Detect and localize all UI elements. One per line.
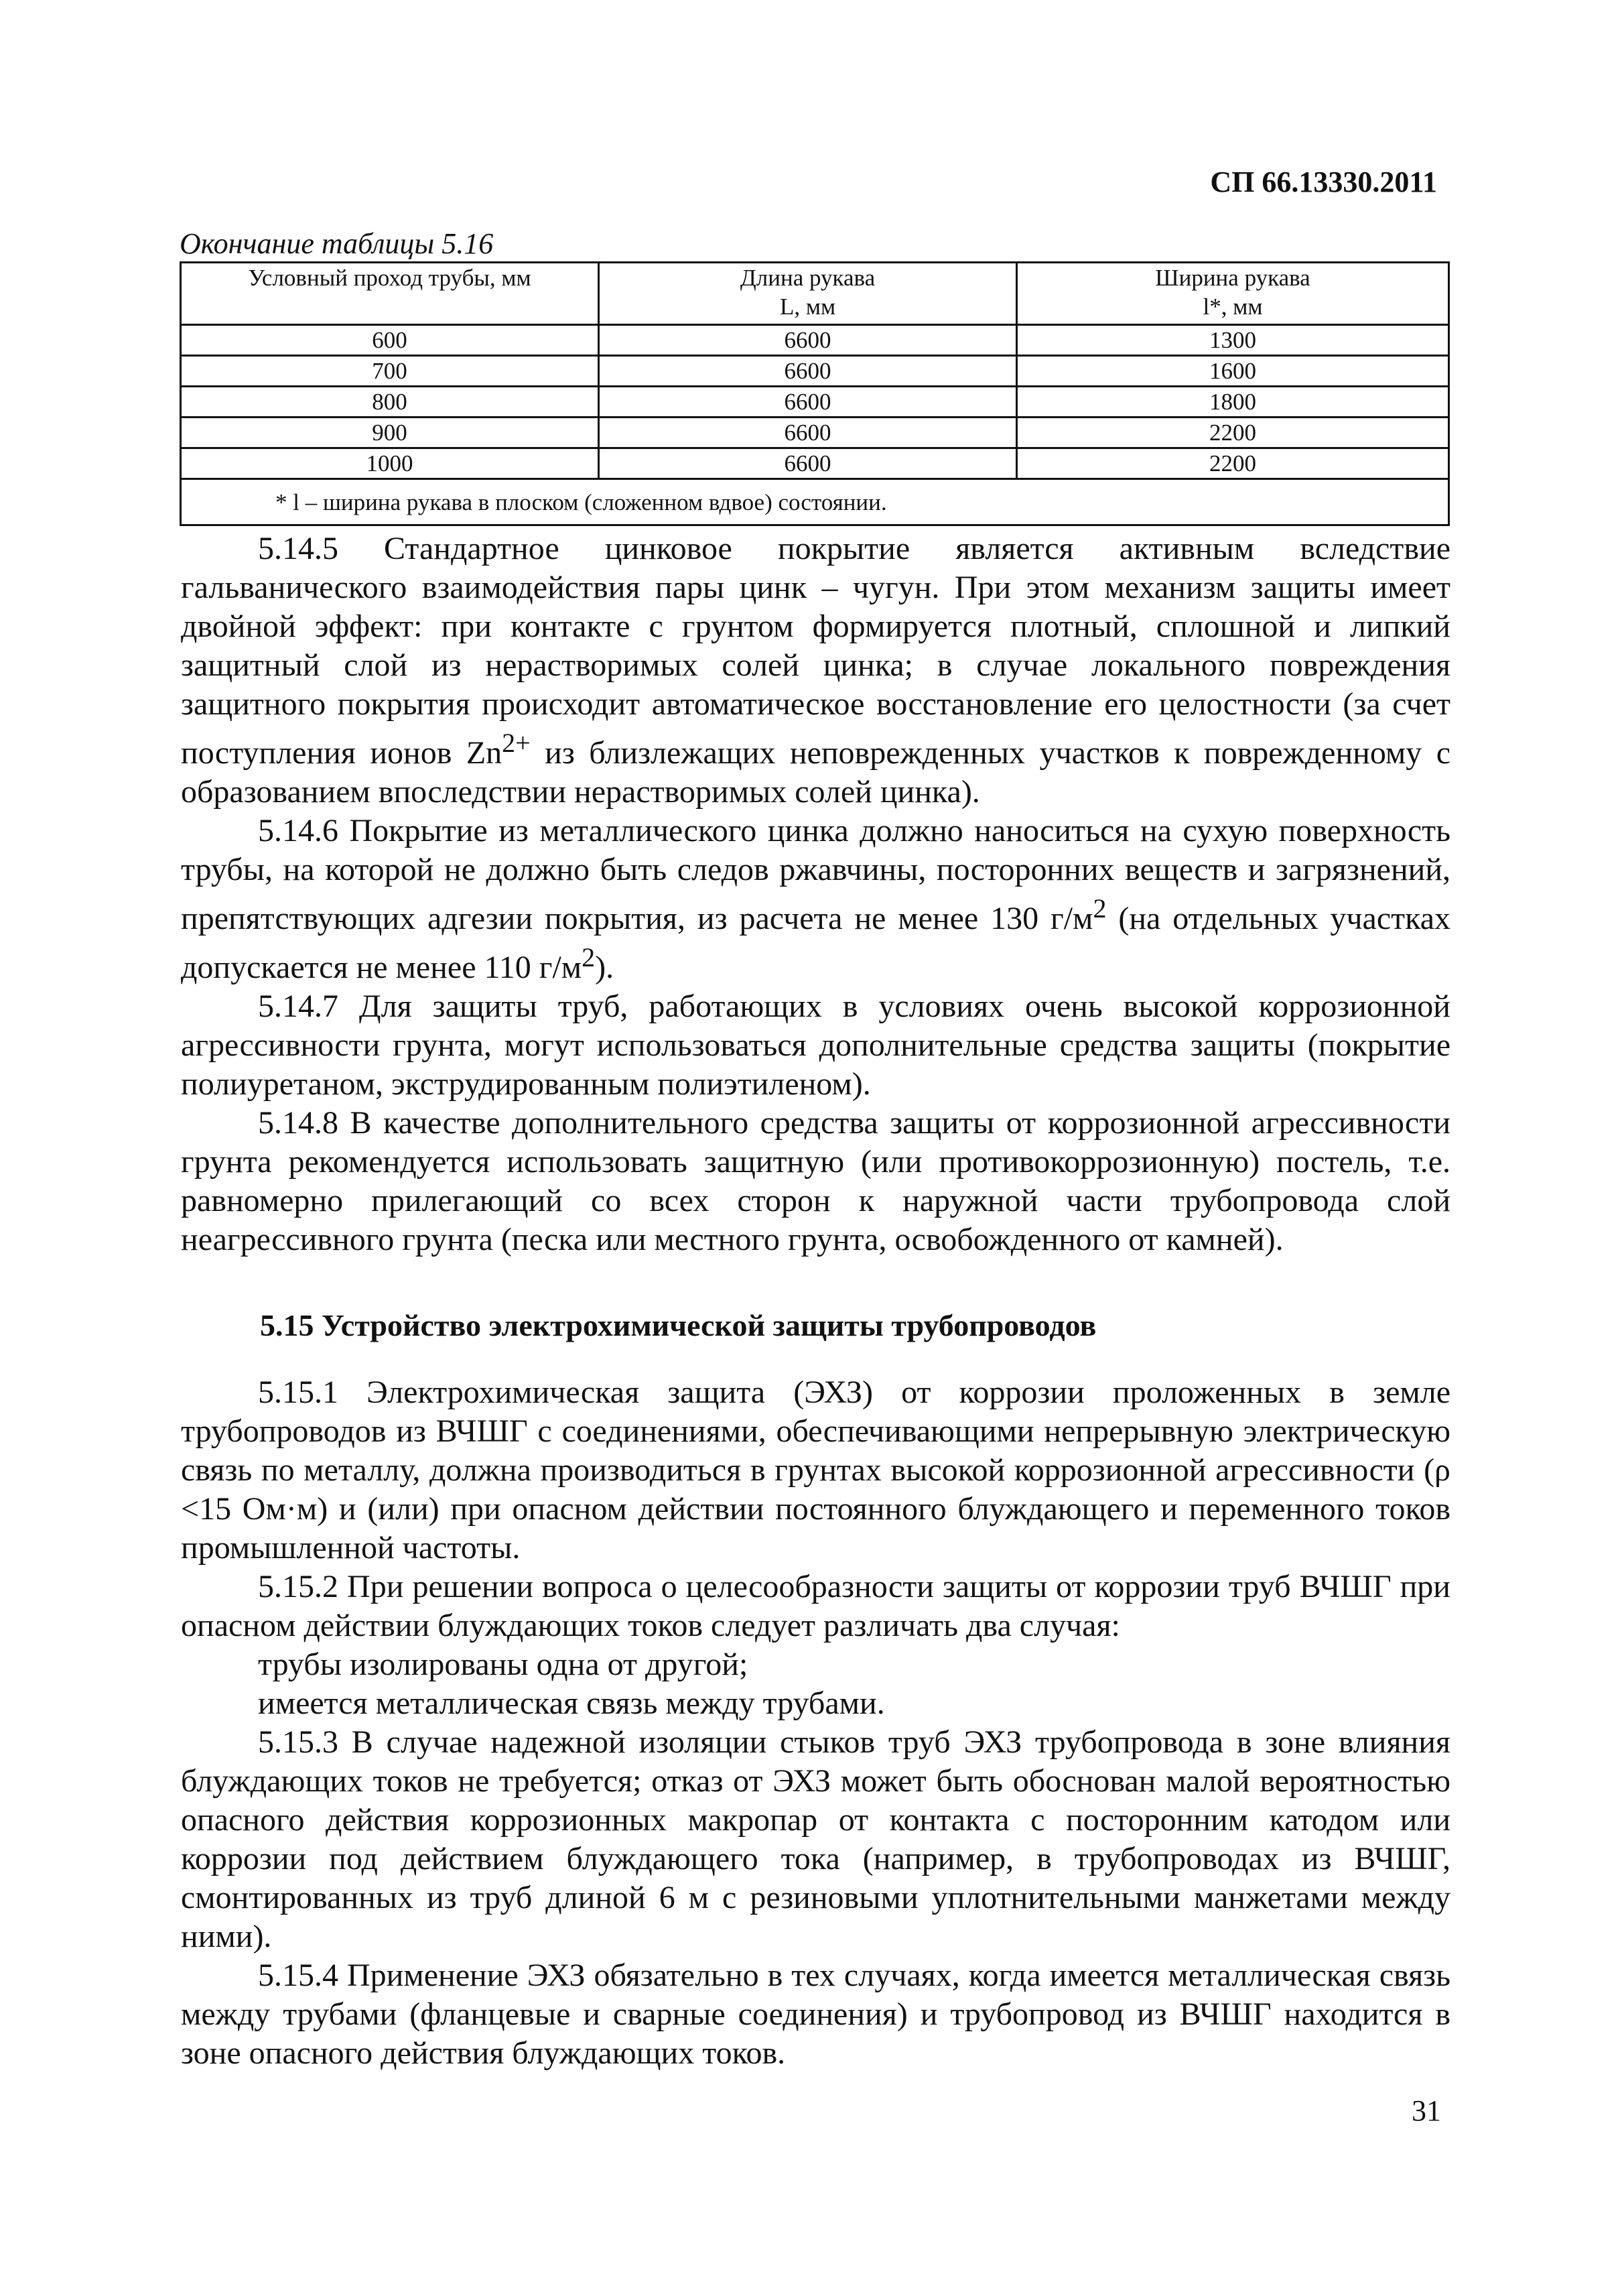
table-cell: 600 xyxy=(181,325,599,356)
paragraph-5-15-3: 5.15.3 В случае надежной изоляции стыков труб ЭХЗ трубопровода в зоне влияния блуждающих токов не требуется; отказ от ЭХЗ может быть обоснован малой вероятностью опасного действия коррозионных макропар от контакта с посторонним катодом или коррозии под действием блуждающего тока (например, в трубопроводах из ВЧШГ, смонтированных из труб длиной 6 м с резиновыми уплотнительными манжетами между ними). xyxy=(181,1724,1450,1954)
table-cell: 2200 xyxy=(1017,418,1449,448)
paragraph-5-15-2: 5.15.2 При решении вопроса о целесообразности защиты от коррозии труб ВЧШГ при опасном действии блуждающих токов следует различать два случая: xyxy=(181,1569,1450,1643)
table-row xyxy=(181,356,1449,387)
paragraph-5-15-4: 5.15.4 Применение ЭХЗ обязательно в тех случаях, когда имеется металлическая связь между трубами (фланцевые и сварные соединения) и трубопровод из ВЧШГ находится в зоне опасного действия блуждающих токов. xyxy=(181,1958,1450,2071)
table-row xyxy=(181,325,1449,356)
paragraph-5-14-8: 5.14.8 В качестве дополнительного средства защиты от коррозионной агрессивности грунта рекомендуется использовать защитную (или противокоррозионную) постель, т.е. равномерно прилегающий со всех сторон к наружной части трубопровода слой неагрессивного грунта (песка или местного грунта, освобожденного от камней). xyxy=(181,1105,1450,1257)
table-cell: 1800 xyxy=(1017,387,1449,418)
table-row xyxy=(181,418,1449,448)
table-cell: 1300 xyxy=(1017,325,1449,356)
page-number: 31 xyxy=(1412,2094,1441,2127)
column-header-pipe-diameter: Условный проход трубы, мм xyxy=(181,263,599,325)
table-header-row xyxy=(181,263,1449,325)
sleeve-dimensions-table xyxy=(180,261,1450,526)
column-header-sleeve-width: Ширина рукава l*, мм xyxy=(1017,263,1449,325)
paragraph-5-15-1: 5.15.1 Электрохимическая защита (ЭХЗ) от коррозии проложенных в земле трубопроводов из ВЧШГ с соединениями, обеспечивающими непрерывную электрическую связь по металлу, должна производиться в грунтах высокой коррозионной агрессивности (ρ <15 Ом·м) и (или) при опасном действии постоянного блуждающего и переменного токов промышленной частоты. xyxy=(181,1375,1450,1566)
table-cell: 1000 xyxy=(181,448,599,479)
table-row xyxy=(181,448,1449,479)
paragraph-5-14-5: 5.14.5 Стандартное цинковое покрытие является активным вследствие гальванического взаимодействия пары цинк – чугун. При этом механизм защиты имеет двойной эффект: при контакте с грунтом формируется плотный, сплошной и липкий защитный слой из нерастворимых солей цинка; в случае локального повреждения защитного покрытия происходит автоматическое восстановление его целостности (за счет поступления ионов $Zn^{2+}$ из близлежащих неповрежденных участков к поврежденному с образованием впоследствии нерастворимых солей цинка). xyxy=(181,531,1451,810)
document-body xyxy=(181,529,1450,2073)
table-footnote-row xyxy=(181,479,1449,525)
table-cell: 900 xyxy=(181,418,599,448)
table-cell: 800 xyxy=(181,387,599,418)
case-item-connected: имеется металлическая связь между трубами. xyxy=(258,1685,885,1721)
table-cell: 2200 xyxy=(1017,448,1449,479)
table-cell: 6600 xyxy=(599,325,1017,356)
table-cell: 6600 xyxy=(599,418,1017,448)
table-cell: 6600 xyxy=(599,448,1017,479)
paragraph-5-14-6: 5.14.6 Покрытие из металлического цинка должно наноситься на сухую поверхность трубы, на которой не должно быть следов ржавчины, посторонних веществ и загрязнений, препятствующих адгезии покрытия, из расчета не менее 130 $г/м^2$ (на отдельных участках допускается не менее 110 $г/м^2$). xyxy=(181,813,1450,985)
table-cell: 6600 xyxy=(599,356,1017,387)
table-caption: Окончание таблицы 5.16 xyxy=(180,227,494,260)
table-footnote: * l – ширина рукава в плоском (сложенном вдвое) состоянии. xyxy=(181,479,1449,525)
table-cell: 6600 xyxy=(599,387,1017,418)
document-code: СП 66.13330.2011 xyxy=(1210,166,1437,198)
section-heading-5-15: 5.15 Устройство электрохимической защиты трубопроводов xyxy=(260,1308,1097,1342)
paragraph-5-14-7: 5.14.7 Для защиты труб, работающих в условиях очень высокой коррозионной агрессивности грунта, могут использоваться дополнительные средства защиты (покрытие полиуретаном, экструдированным полиэтиленом). xyxy=(181,988,1450,1102)
case-item-isolated: трубы изолированы одна от другой; xyxy=(258,1647,748,1682)
column-header-sleeve-length: Длина рукава L, мм xyxy=(599,263,1017,325)
table-cell: 1600 xyxy=(1017,356,1449,387)
table-row xyxy=(181,387,1449,418)
table-cell: 700 xyxy=(181,356,599,387)
